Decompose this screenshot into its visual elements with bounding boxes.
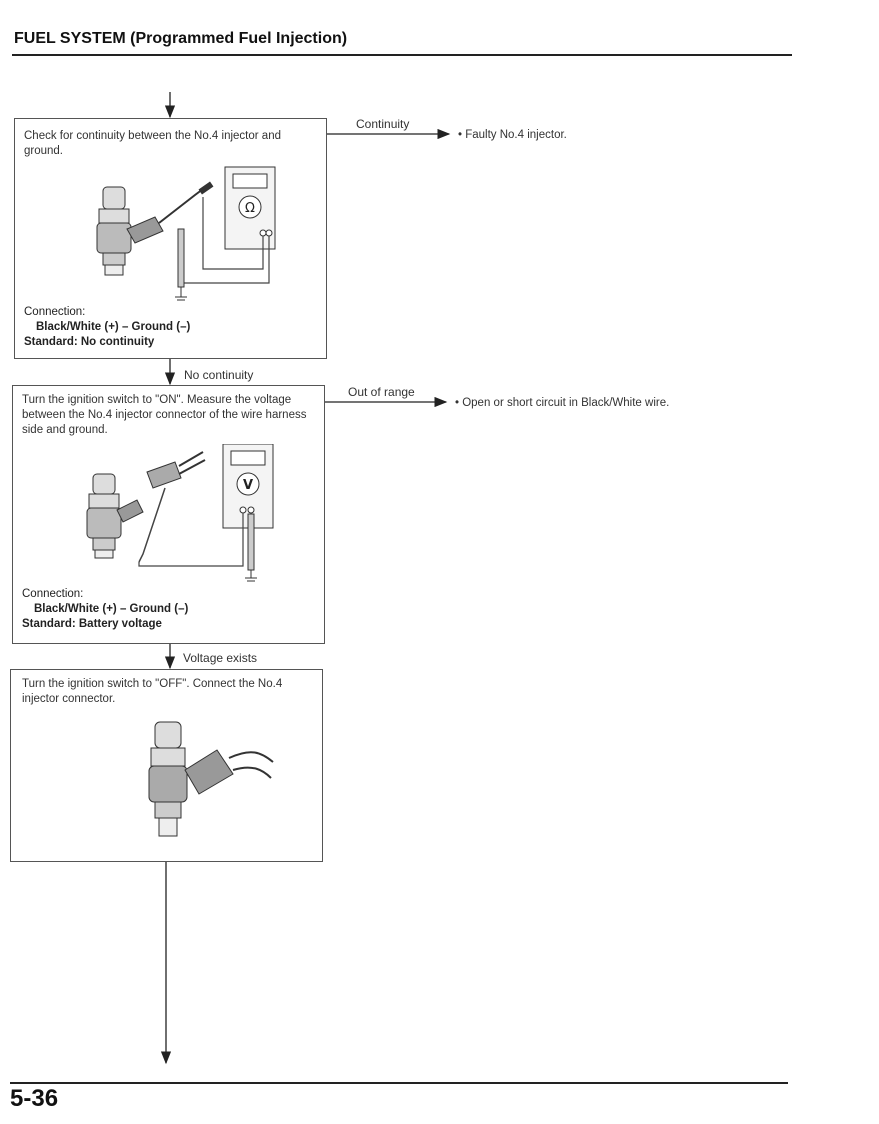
flow-label-no-continuity: No continuity [184, 368, 254, 382]
step-2-connection [22, 587, 320, 632]
connection-label: Connection: [22, 588, 84, 600]
standard-value: Standard: Battery voltage [22, 618, 162, 630]
result-open-or-short-circuit: • Open or short circuit in Black/White wire. [455, 397, 670, 409]
step-3-box [10, 669, 323, 862]
branch-label-continuity: Continuity [356, 117, 410, 131]
step-1-box [14, 118, 327, 359]
continuity-test-illustration [85, 159, 285, 304]
step-2-box [12, 385, 325, 644]
connection-label: Connection: [24, 306, 86, 318]
meter-ohm-symbol: Ω [245, 201, 255, 216]
page-number: 5-36 [10, 1085, 59, 1112]
meter-volt-symbol: V [242, 478, 254, 493]
standard-value: Standard: No continuity [24, 336, 155, 348]
footer-rule [10, 1082, 788, 1084]
branch-label-out-of-range: Out of range [348, 385, 415, 399]
step-1-connection [24, 305, 322, 350]
flow-label-voltage-exists: Voltage exists [183, 651, 258, 665]
step-1-text: Check for continuity between the No.4 injector and ground. [24, 130, 281, 157]
step-2-text: Turn the ignition switch to "ON". Measure the voltage between the No.4 injector connector of the wire harness side and ground. [22, 394, 307, 436]
result-faulty-injector: • Faulty No.4 injector. [458, 129, 567, 141]
connection-value: Black/White (+) – Ground (–) [34, 603, 189, 615]
step-3-text: Turn the ignition switch to "OFF". Connect the No.4 injector connector. [22, 678, 283, 705]
connection-value: Black/White (+) – Ground (–) [36, 321, 191, 333]
voltage-test-illustration [79, 444, 279, 589]
connect-injector-illustration [141, 718, 281, 848]
page-title: FUEL SYSTEM (Programmed Fuel Injection) [14, 30, 348, 47]
